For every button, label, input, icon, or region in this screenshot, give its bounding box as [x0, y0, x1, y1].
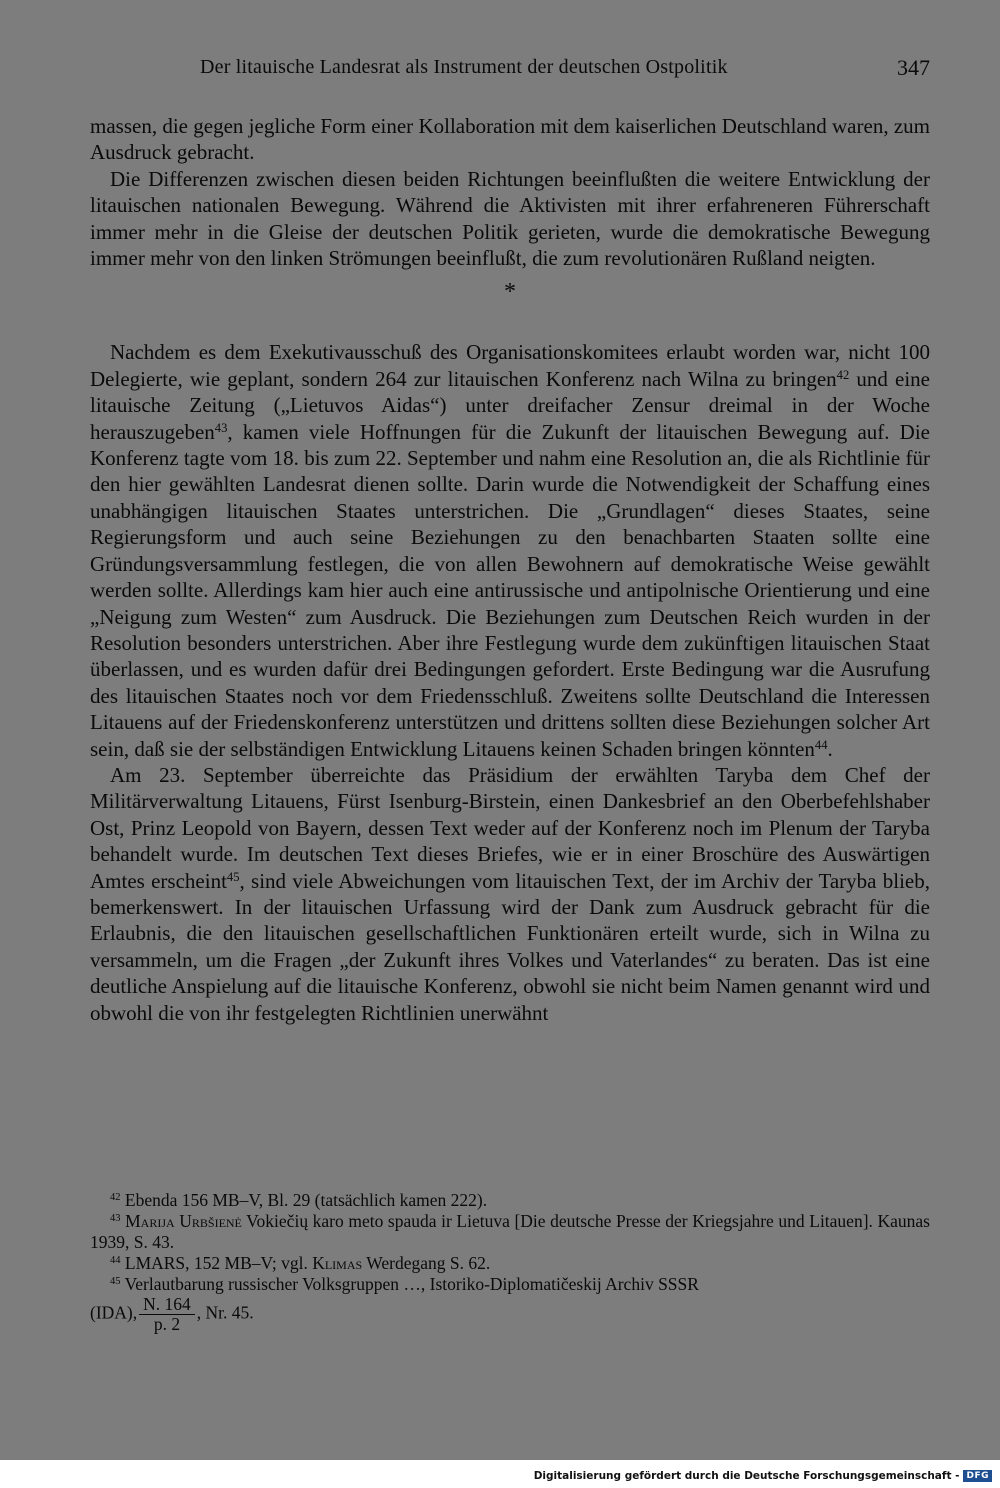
- footnote: [90, 1253, 930, 1274]
- paragraph: [90, 339, 930, 762]
- body-text: [90, 113, 930, 1026]
- footnote-continuation: [90, 1295, 930, 1334]
- section-separator: *: [504, 279, 516, 306]
- paragraph-text: Nachdem es dem Exekutivausschuß des Organisationskomitees erlaubt worden war, nicht 100 Delegierte, wie geplant, sondern 264 zur litauischen Konferenz nach Wilna zu bringen: [90, 340, 930, 391]
- footnote-number: 44: [110, 1255, 121, 1267]
- footnote-number: 43: [110, 1213, 121, 1225]
- footnote-author: Klimas: [312, 1253, 363, 1273]
- footnote-ref: 45: [226, 869, 240, 884]
- fraction: [139, 1295, 195, 1334]
- footnote-author: Marija Urbšienė: [125, 1211, 242, 1231]
- footnote-number: 45: [110, 1276, 121, 1288]
- footnote: [90, 1211, 930, 1253]
- credit-text: Digitalisierung gefördert durch die Deutsche Forschungsgemeinschaft -: [533, 1470, 960, 1482]
- footnote: [90, 1274, 930, 1295]
- footnote-text: Vokiečių karo meto spauda ir Lietuva [Die deutsche Presse der Kriegsjahre und Litauen]. Kaunas 1939, S. 43.: [90, 1211, 930, 1252]
- footnote-text: , Nr. 45.: [196, 1302, 254, 1323]
- footnote-number: 42: [110, 1192, 121, 1204]
- footnote-ref: 44: [814, 737, 828, 752]
- paragraph-text: .: [827, 736, 833, 761]
- footnotes: [90, 1190, 930, 1334]
- footnote-text: LMARS, 152 MB–V; vgl.: [124, 1253, 308, 1273]
- running-title: Der litauische Landesrat als Instrument der deutschen Ostpolitik: [200, 56, 728, 78]
- page-number: 347: [897, 55, 930, 80]
- fraction-denominator: p. 2: [153, 1314, 181, 1334]
- paragraph-text: , kamen viele Hoffnungen für die Zukunft der litauischen Bewegung auf. Die Konferenz tagte vom 18. bis zum 22. September und nahm eine Resolution an, die als Richtlinie für den hier gewählten Landesrat dienen sollte. Darin wurde die Notwendigkeit der Schaffung eines unabhängigen litauischen Staates unterstrichen. Die „Grundlagen“ dieses Staates, seine Regierungsform und auch seine Beziehungen zu den benachbarten Staaten sollte eine Gründungsversammlung festlegen, die von allen Bewohnern auf demokratische Weise gewählt werden sollte. Allerdings kam hier auch eine antirussische und antipolnische Orientierung und eine „Neigung zum Westen“ zum Ausdruck. Die Beziehungen zum Deutschen Reich wurden in der Resolution besonders unterstrichen. Aber ihre Festlegung wurde dem zukünftigen litauischen Staat überlassen, und es wurden dafür drei Bedingungen gefordert. Erste Bedingung war die Ausrufung des litauischen Staates noch vor dem Friedensschluß. Zweitens sollte Deutschland die Interessen Litauens auf der Friedenskonferenz unterstützen und drittens sollten diese Beziehungen solcher Art sein, daß sie der selbständigen Entwicklung Litauens keinen Schaden bringen könnten: [90, 419, 930, 761]
- paragraph-text: und eine litauische Zeitung („Lietuvos Aidas“) unter dreifacher Zensur dreimal in der Woche herauszugeben: [90, 366, 930, 444]
- footnote: [90, 1190, 930, 1211]
- footnote-ref: 42: [836, 367, 850, 382]
- digitization-credit: [534, 1468, 992, 1484]
- paragraph: massen, die gegen jegliche Form einer Kollaboration mit dem kaiserlichen Deutschland waren, zum Ausdruck gebracht.: [90, 114, 930, 165]
- paragraph-text: , sind viele Abweichungen vom litauischen Text, der im Archiv der Taryba blieb, bemerkenswert. In der litauischen Urfassung wird der Dank zum Ausdruck gebracht für die Erlaubnis, die den litauischen gesellschaftlichen Funktionären erteilt wurde, sich in Wilna zu versammeln, um die Fragen „der Zukunft ihres Volkes und Vaterlandes“ zu beraten. Das ist eine deutliche Anspielung auf die litauische Konferenz, obwohl sie nicht beim Namen genannt wird und obwohl die von ihr festgelegten Richtlinien unerwähnt: [90, 868, 931, 1025]
- fraction-numerator: N. 164: [139, 1295, 195, 1315]
- footnote-text: Werdegang S. 62.: [366, 1253, 491, 1273]
- footnote-text: Ebenda 156 MB–V, Bl. 29 (tatsächlich kamen 222).: [124, 1190, 488, 1210]
- footnote-text: (IDA),: [90, 1302, 138, 1323]
- section-gap: [90, 323, 930, 339]
- paragraph: [90, 762, 930, 1026]
- paragraph: Die Differenzen zwischen diesen beiden Richtungen beeinflußten die weitere Entwicklung der litauischen nationalen Bewegung. Während die Aktivisten mit ihrer erfahreneren Führerschaft immer mehr in die Gleise der deutschen Politik gerieten, wurde die demokratische Bewegung immer mehr von den linken Strömungen beeinflußt, die zum revolutionären Rußland neigten.: [90, 166, 930, 271]
- dfg-logo: DFG: [963, 1470, 992, 1482]
- footnote-ref: 43: [214, 420, 228, 435]
- paragraph-text: Am 23. September überreichte das Präsidium der erwählten Taryba dem Chef der Militärverwaltung Litauens, Fürst Isenburg-Birstein, einen Dankesbrief an den Oberbefehlshaber Ost, Prinz Leopold von Bayern, dessen Text weder auf der Konferenz noch im Plenum der Taryba behandelt wurde. Im deutschen Text dieses Briefes, wie er in einer Broschüre des Auswärtigen Amtes erscheint: [90, 762, 930, 893]
- footnote-text: Verlautbarung russischer Volksgruppen …, Istoriko-Diplomatičeskij Archiv SSSR: [124, 1274, 699, 1294]
- running-header: [90, 56, 930, 86]
